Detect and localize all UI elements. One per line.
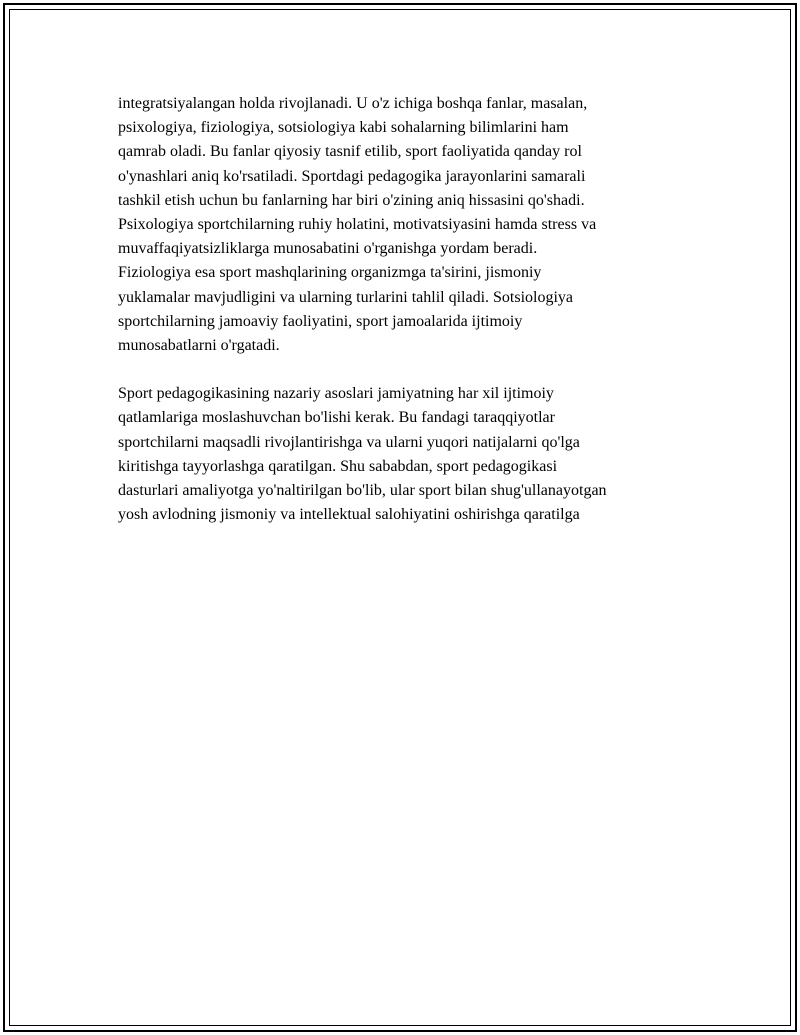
text-line: munosabatlarni o'rgatadi. — [118, 337, 280, 355]
paragraph-2 — [118, 382, 698, 527]
document-body — [118, 92, 698, 527]
text-line: o'ynashlari aniq ko'rsatiladi. Sportdagi pedagogika jarayonlarini samarali — [118, 167, 586, 185]
text-line: psixologiya, fiziologiya, sotsiologiya kabi sohalarning bilimlarini ham — [118, 119, 569, 137]
text-line: qatlamlariga moslashuvchan bo'lishi kerak. Bu fandagi taraqqiyotlar — [118, 409, 555, 427]
text-line: yuklamalar mavjudligini va ularning turlarini tahlil qiladi. Sotsiologiya — [118, 288, 574, 306]
text-line: sportchilarning jamoaviy faoliyatini, sport jamoalarida ijtimoiy — [118, 312, 523, 330]
paragraph-1 — [118, 92, 698, 358]
text-line: Psixologiya sportchilarning ruhiy holatini, motivatsiyasini hamda stress va — [118, 216, 597, 234]
text-line: qamrab oladi. Bu fanlar qiyosiy tasnif etilib, sport faoliyatida qanday rol — [118, 143, 582, 161]
text-line: sportchilarni maqsadli rivojlantirishga va ularni yuqori natijalarni qo'lga — [118, 433, 580, 451]
text-line: yosh avlodning jismoniy va intellektual salohiyatini oshirishga qaratilga — [118, 506, 580, 524]
text-line: tashkil etish uchun bu fanlarning har biri o'zining aniq hissasini qo'shadi. — [118, 191, 585, 209]
text-line: kiritishga tayyorlashga qaratilgan. Shu sababdan, sport pedagogikasi — [118, 457, 558, 475]
text-line: integratsiyalangan holda rivojlanadi. U o'z ichiga boshqa fanlar, masalan, — [118, 95, 588, 112]
text-line: Sport pedagogikasining nazariy asoslari jamiyatning har xil ijtimoiy — [118, 385, 554, 403]
text-line: muvaffaqiyatsizliklarga munosabatini o'rganishga yordam beradi. — [118, 240, 538, 258]
text-line: dasturlari amaliyotga yo'naltirilgan bo'lib, ular sport bilan shug'ullanayotgan — [118, 482, 607, 500]
text-line: Fiziologiya esa sport mashqlarining organizmga ta'sirini, jismoniy — [118, 264, 542, 282]
